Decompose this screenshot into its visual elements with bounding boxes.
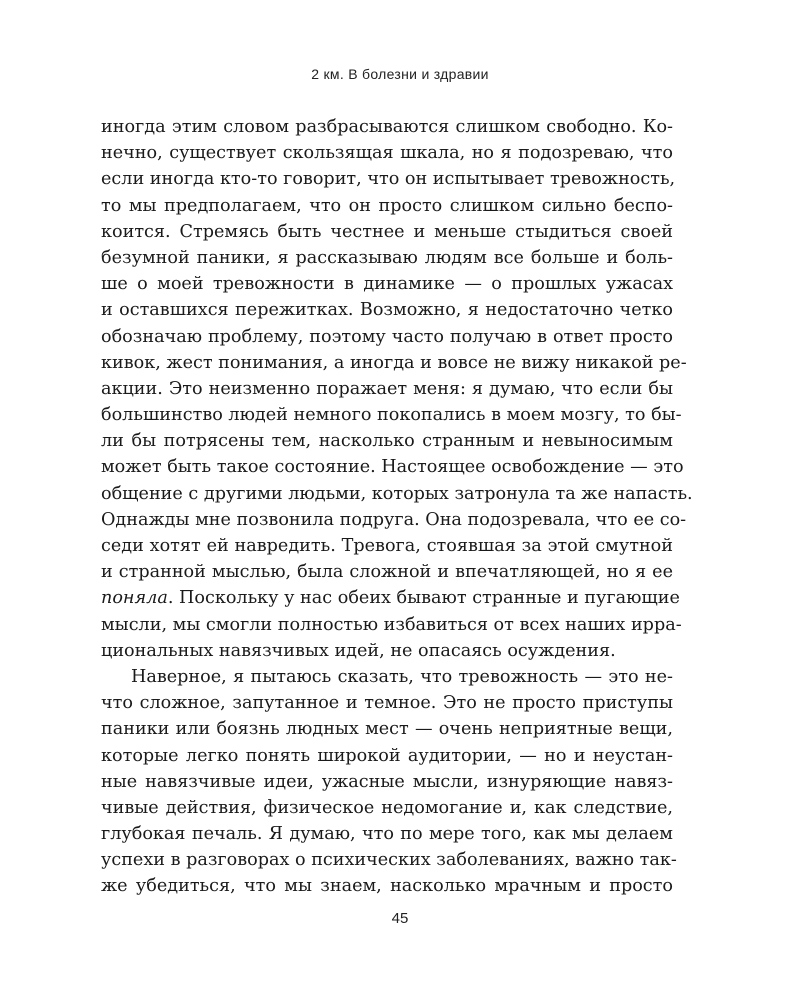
text-line: и оставшихся пережитках. Возможно, я недостаточно четко bbox=[101, 300, 673, 321]
text-line: циональных навязчивых идей, не опасаясь осуждения. bbox=[101, 640, 616, 661]
text-line: общение с другими людьми, которых затронула та же напасть. bbox=[101, 483, 693, 504]
paragraph-1 bbox=[101, 114, 693, 664]
text-line: ше о моей тревожности в динамике — о прошлых ужасах bbox=[101, 274, 673, 295]
text-line: что сложное, запутанное и темное. Это не просто приступы bbox=[101, 693, 673, 714]
text-line: ные навязчивые идеи, ужасные мысли, изнуряющие навяз- bbox=[101, 771, 673, 792]
text-line: акции. Это неизменно поражает меня: я думаю, что если бы bbox=[101, 378, 673, 399]
text-line: коится. Стремясь быть честнее и меньше стыдиться своей bbox=[101, 221, 673, 242]
text-line: которые легко понять широкой аудитории, — но и неустан- bbox=[101, 745, 673, 766]
text-line: ли бы потрясены тем, насколько странным и невыносимым bbox=[101, 431, 673, 452]
text-line: чивые действия, физическое недомогание и, как следствие, bbox=[101, 797, 673, 818]
text-line: седи хотят ей навредить. Тревога, стоявшая за этой смутной bbox=[101, 536, 673, 556]
text-line: же убедиться, что мы знаем, насколько мрачным и просто bbox=[101, 876, 673, 897]
text-line: иногда этим словом разбрасываются слишком свободно. Ко- bbox=[101, 117, 673, 137]
text-line: глубокая печаль. Я думаю, что по мере того, как мы делаем bbox=[101, 824, 673, 845]
text-line: нечно, существует скользящая шкала, но я подозреваю, что bbox=[101, 143, 673, 164]
text-line: то мы предполагаем, что он просто слишком сильно беспо- bbox=[101, 195, 673, 216]
text-line: безумной паники, я рассказываю людям все больше и боль- bbox=[101, 247, 673, 268]
text-line: мысли, мы смогли полностью избавиться от всех наших ирра- bbox=[101, 614, 682, 635]
running-header: 2 км. В болезни и здравии bbox=[311, 66, 489, 82]
text-line: обозначаю проблему, поэтому часто получаю в ответ просто bbox=[101, 326, 673, 347]
text-line: кивок, жест понимания, а иногда и вовсе не вижу никакой ре- bbox=[101, 352, 687, 373]
text-line: Наверное, я пытаюсь сказать, что тревожность — это не- bbox=[131, 666, 673, 687]
text-line: большинство людей немного покопались в моем мозгу, то бы- bbox=[101, 405, 682, 426]
text-line: Однажды мне позвонила подруга. Она подозревала, что ее со- bbox=[101, 509, 687, 530]
body-text bbox=[101, 114, 693, 900]
italic-word: поняла bbox=[101, 588, 168, 609]
paragraph-2 bbox=[101, 664, 677, 900]
italic-line-rest: . Поскольку у нас обеих бывают странные и пугающие bbox=[167, 588, 680, 609]
text-line: паники или боязнь людных мест — очень неприятные вещи, bbox=[101, 719, 673, 740]
text-line: если иногда кто-то говорит, что он испытывает тревожность, bbox=[101, 169, 676, 190]
page-number: 45 bbox=[391, 910, 409, 927]
text-line-with-italic bbox=[101, 585, 680, 611]
text-line: и странной мыслью, была сложной и впечатляющей, но я ее bbox=[101, 562, 673, 583]
text-line: успехи в разговорах о психических заболеваниях, важно так- bbox=[101, 850, 677, 871]
text-line: может быть такое состояние. Настоящее освобождение — это bbox=[101, 457, 684, 478]
